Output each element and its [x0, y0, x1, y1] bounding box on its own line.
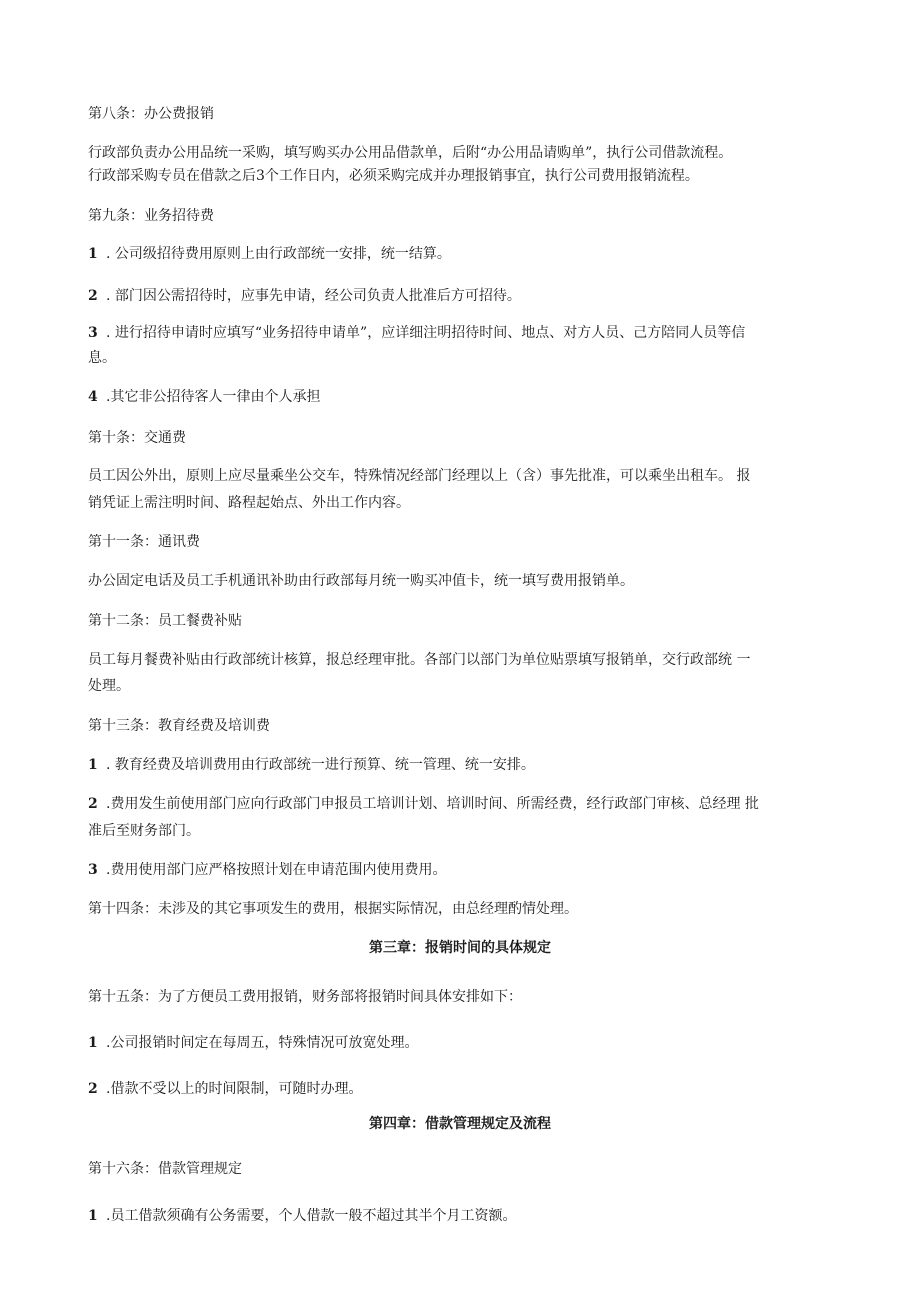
article-16-item-1 [88, 1203, 833, 1229]
item-text: .借款不受以上的时间限制，可随时办理。 [106, 1081, 363, 1097]
article-9-title: 第九条：业务招待费 [88, 208, 214, 224]
article-16-title: 第十六条：借款管理规定 [88, 1161, 242, 1177]
article-10-paragraph-1: 员工因公外出，原则上应尽量乘坐公交车，特殊情况经部门经理以上（含）事先批准，可以乘坐出租车。 报 [88, 468, 751, 484]
item-number: 1 [88, 757, 98, 773]
article-13-item-1 [88, 752, 833, 778]
item-text: . 公司级招待费用原则上由行政部统一安排，统一结算。 [106, 246, 451, 262]
article-12-paragraph-2: 处理。 [88, 678, 130, 694]
item-text: .公司报销时间定在每周五，特殊情况可放宽处理。 [106, 1035, 419, 1051]
item-number: 3 [88, 862, 98, 878]
item-number: 3 [88, 325, 98, 341]
article-12-title: 第十二条：员工餐费补贴 [88, 613, 242, 629]
article-8-paragraph-2: 行政部采购专员在借款之后3个工作日内，必须采购完成并办理报销事宜，执行公司费用报销流程。 [88, 168, 699, 184]
item-text: .员工借款须确有公务需要，个人借款一般不超过其半个月工资额。 [106, 1208, 517, 1224]
article-15-item-1 [88, 1030, 833, 1056]
article-8-paragraph-1: 行政部负责办公用品统一采购，填写购买办公用品借款单，后附“办公用品请购单”，执行公司借款流程。 [88, 145, 733, 161]
item-number: 2 [88, 1081, 98, 1097]
item-text: .费用发生前使用部门应向行政部门申报员工培训计划、培训时间、所需经费，经行政部门审核、总经理 批 [106, 796, 759, 812]
chapter-3-heading: 第三章：报销时间的具体规定 [369, 940, 551, 956]
article-11-paragraph: 办公固定电话及员工手机通讯补助由行政部每月统一购买冲值卡，统一填写费用报销单。 [88, 573, 634, 589]
article-15-title: 第十五条：为了方便员工费用报销，财务部将报销时间具体安排如下： [88, 989, 522, 1005]
article-9-item-3-continuation: 息。 [88, 350, 116, 366]
item-number: 2 [88, 796, 98, 812]
article-11-title: 第十一条：通讯费 [88, 534, 200, 550]
article-13-item-3 [88, 857, 833, 883]
article-13-title: 第十三条：教育经费及培训费 [88, 718, 270, 734]
article-14-title: 第十四条：未涉及的其它事项发生的费用，根据实际情况，由总经理酌情处理。 [88, 901, 578, 917]
item-text: . 进行招待申请时应填写“业务招待申请单”，应详细注明招待时间、地点、对方人员、己方陪同人员等信 [106, 325, 746, 341]
article-9-item-4 [88, 384, 833, 410]
item-text: .费用使用部门应严格按照计划在申请范围内使用费用。 [106, 862, 447, 878]
article-10-paragraph-2: 销凭证上需注明时间、路程起始点、外出工作内容。 [88, 495, 410, 511]
item-text: . 教育经费及培训费用由行政部统一进行预算、统一管理、统一安排。 [106, 757, 535, 773]
article-12-paragraph-1: 员工每月餐费补贴由行政部统计核算，报总经理审批。各部门以部门为单位贴票填写报销单，交行政部统 一 [88, 652, 751, 668]
article-10-title: 第十条：交通费 [88, 430, 186, 446]
chapter-4-heading: 第四章：借款管理规定及流程 [369, 1116, 551, 1132]
article-15-item-2 [88, 1076, 833, 1102]
item-text: . 部门因公需招待时，应事先申请，经公司负责人批准后方可招待。 [106, 288, 521, 304]
item-number: 1 [88, 1035, 98, 1051]
article-13-item-2 [88, 791, 833, 817]
item-text: .其它非公招待客人一律由个人承担 [106, 389, 321, 405]
article-9-item-1 [88, 241, 833, 267]
item-number: 4 [88, 389, 98, 405]
article-8-title: 第八条：办公费报销 [88, 106, 214, 122]
item-number: 1 [88, 1208, 98, 1224]
article-9-item-2 [88, 283, 833, 309]
item-number: 1 [88, 246, 98, 262]
article-9-item-3 [88, 320, 833, 346]
article-13-item-2-continuation: 准后至财务部门。 [88, 823, 200, 839]
item-number: 2 [88, 288, 98, 304]
